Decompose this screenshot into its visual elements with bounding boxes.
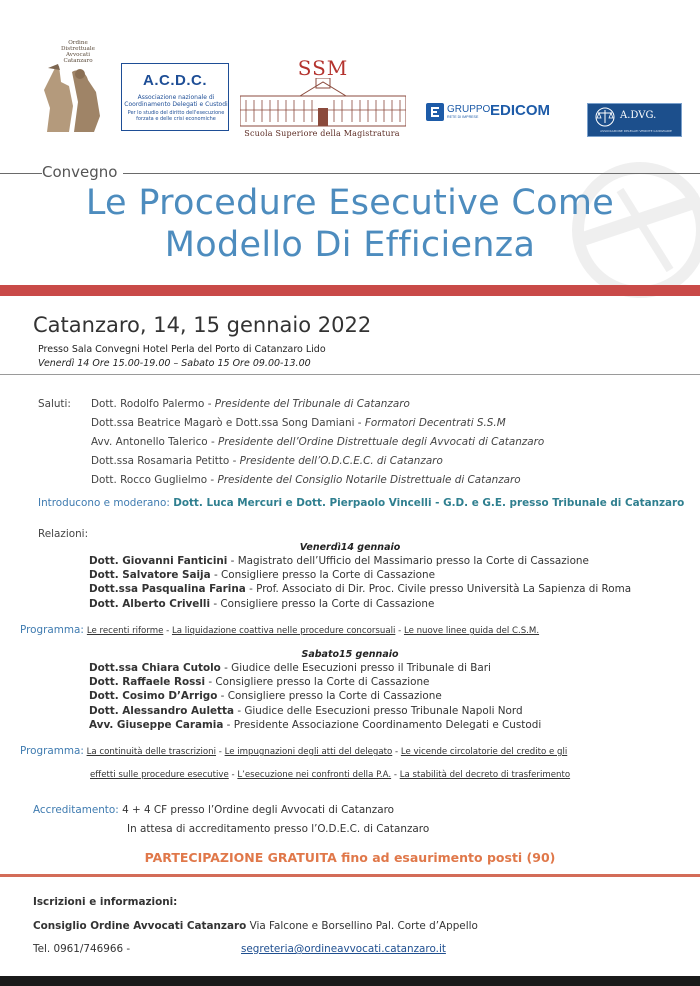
scales-of-justice-icon — [594, 107, 616, 127]
statue-figures-icon — [42, 62, 108, 134]
day1-heading: Venerdì14 gennaio — [299, 542, 401, 553]
advg-logo — [587, 103, 682, 137]
speaker-name: Dott.ssa Chiara Cutolo — [89, 662, 221, 674]
ssm-logo-subtitle: Scuola Superiore della Magistratura — [244, 129, 400, 138]
topic-sep: - — [395, 626, 404, 636]
speaker-name: Dott. Cosimo D’Arrigo — [89, 690, 218, 703]
ssm-logo-title: SSM — [297, 56, 349, 80]
topic: Le recenti riforme — [86, 626, 164, 636]
topic-sep: - — [163, 626, 172, 636]
edicom-logo — [426, 102, 566, 122]
edicom-name: EDICOM — [490, 102, 550, 119]
edicom-rete: RETE DI IMPRESE — [447, 115, 479, 119]
accreditamento-row — [33, 804, 394, 816]
speaker-name: Dott. Salvatore Saija — [89, 569, 211, 582]
page-title — [0, 182, 700, 266]
accreditamento-line1: 4 + 4 CF presso l’Ordine degli Avvocati di Catanzaro — [122, 804, 394, 816]
day1-speakers — [89, 555, 631, 612]
separator: - — [354, 417, 365, 429]
acdc-subtitle: Associazione nazionale di Coordinamento Delegati e Custodi — [124, 94, 228, 108]
moderano-text: Dott. Luca Mercuri e Dott. Pierpaolo Vincelli - G.D. e G.E. presso Tribunale di Catanzaro — [173, 497, 685, 509]
speaker-row — [89, 583, 631, 597]
day2-programma-line1 — [20, 745, 567, 757]
speaker-name: Dott. Giovanni Fanticini — [89, 555, 228, 567]
title-line-2: Modello Di Efficienza — [164, 225, 536, 265]
day2-programma-line2 — [90, 770, 570, 780]
relazioni-label: Relazioni: — [38, 528, 89, 540]
accreditamento-line2: In attesa di accreditamento presso l’O.D.E.C. di Catanzaro — [127, 823, 430, 835]
day2-speakers — [89, 662, 541, 733]
ssm-building-icon — [240, 78, 406, 128]
event-time: Venerdì 14 Ore 15.00-19.00 – Sabato 15 Ore 09.00-13.00 — [38, 358, 311, 369]
person-name: Avv. Antonello Talerico — [91, 436, 208, 448]
saluti-label: Saluti: — [38, 398, 71, 410]
saluti-row — [91, 398, 544, 417]
odc-line: Avvocati — [65, 52, 90, 58]
red-divider — [0, 285, 700, 296]
moderano-row — [38, 497, 684, 509]
topic: effetti sulle procedure esecutive — [90, 770, 229, 780]
odc-line: Distrettuale — [61, 46, 95, 52]
odc-line: Catanzaro — [63, 58, 93, 64]
edicom-gruppo: GRUPPO — [447, 104, 491, 115]
person-name: Dott. Rodolfo Palermo — [91, 398, 205, 410]
speaker-role: - Consigliere presso la Corte di Cassazione — [217, 690, 442, 703]
speaker-row — [89, 569, 631, 583]
separator: - — [229, 455, 240, 467]
speaker-row — [89, 719, 541, 733]
topic: Le vicende circolatorie del credito e gli — [400, 747, 568, 757]
info-tel: Tel. 0961/746966 - — [33, 943, 131, 955]
info-address: Via Falcone e Borsellino Pal. Corte d’Appello — [246, 920, 478, 932]
speaker-role: - Consigliere presso la Corte di Cassazione — [210, 569, 436, 582]
event-venue: Presso Sala Convegni Hotel Perla del Porto di Catanzaro Lido — [38, 344, 326, 355]
topic: La continuità delle trascrizioni — [86, 747, 217, 757]
person-role: Formatori Decentrati S.S.M — [364, 417, 506, 429]
odc-logo — [40, 36, 110, 136]
speaker-role: - Giudice delle Esecuzioni presso il Tribunale di Bari — [220, 662, 491, 674]
speaker-row — [89, 676, 541, 690]
title-line-1: Le Procedure Esecutive Come — [85, 183, 615, 223]
topic: Le impugnazioni degli atti del delegato — [224, 747, 393, 757]
programma-label: Programma: — [20, 745, 84, 757]
speaker-name: Dott. Raffaele Rossi — [89, 676, 206, 689]
footer-rule — [0, 874, 700, 877]
person-role: Presidente del Tribunale di Catanzaro — [214, 398, 410, 410]
info-org: Consiglio Ordine Avvocati Catanzaro — [33, 920, 247, 932]
topic-sep: - — [392, 747, 401, 757]
acdc-tagline: Per lo studio del diritto dell'esecuzione forzata e delle crisi economiche — [127, 110, 225, 122]
programma-label: Programma: — [20, 624, 84, 636]
odc-line: Ordine — [68, 40, 88, 46]
person-name: Dott.ssa Rosamaria Petitto — [91, 455, 230, 467]
person-role: Presidente dell’Ordine Distrettuale degli Avvocati di Catanzaro — [218, 436, 545, 448]
person-role: Presidente dell’O.D.C.E.C. di Catanzaro — [239, 455, 443, 467]
speaker-role: - Giudice delle Esecuzioni presso Tribunale Napoli Nord — [234, 704, 523, 717]
person-role: Presidente del Consiglio Notarile Distrettuale di Catanzaro — [217, 474, 521, 486]
day2-heading: Sabato15 gennaio — [301, 649, 399, 660]
topic: La liquidazione coattiva nelle procedure concorsuali — [171, 626, 396, 636]
info-address-row — [33, 920, 478, 932]
moderano-label: Introducono e moderano: — [38, 497, 170, 509]
separator: - — [204, 398, 215, 410]
acdc-title: A.C.D.C. — [143, 72, 207, 89]
saluti-list — [91, 398, 544, 493]
advg-subtitle: ASSOCIAZIONE DELEGATI VENDITE GIUDIZIARIE — [600, 129, 672, 133]
date-rule — [0, 374, 700, 375]
speaker-row — [89, 555, 631, 569]
event-date: Catanzaro, 14, 15 gennaio 2022 — [33, 313, 372, 337]
speaker-row — [89, 598, 631, 612]
speaker-role: - Prof. Associato di Dir. Proc. Civile presso Università La Sapienza di Roma — [245, 583, 632, 596]
info-heading: Iscrizioni e informazioni: — [33, 896, 178, 908]
topic-sep: - — [228, 770, 238, 780]
speaker-row — [89, 690, 541, 704]
accreditamento-label: Accreditamento: — [33, 804, 119, 816]
speaker-row — [89, 705, 541, 719]
speaker-name: Dott.ssa Pasqualina Farina — [89, 583, 246, 596]
acdc-logo — [121, 63, 229, 131]
speaker-role: - Consigliere presso la Corte di Cassazione — [205, 676, 430, 689]
person-name: Dott. Rocco Guglielmo — [91, 474, 208, 486]
topic-sep: - — [216, 747, 225, 757]
topic-sep: - — [391, 770, 400, 780]
odc-logo-text — [48, 40, 108, 64]
edicom-mark-icon — [426, 103, 444, 121]
separator: - — [207, 436, 218, 448]
info-email-link[interactable]: segreteria@ordineavvocati.catanzaro.it — [241, 943, 446, 955]
separator: - — [207, 474, 218, 486]
bottom-bar — [0, 976, 700, 986]
speaker-role: - Magistrato dell’Ufficio del Massimario presso la Corte di Cassazione — [227, 555, 589, 567]
topic: La stabilità del decreto di trasferimento — [399, 770, 571, 780]
saluti-row — [91, 417, 544, 436]
person-name: Dott.ssa Beatrice Magarò e Dott.ssa Song Damiani — [91, 417, 355, 429]
saluti-row — [91, 455, 544, 474]
speaker-role: - Consigliere presso la Corte di Cassazione — [210, 597, 435, 610]
topic: Le nuove linee guida del C.S.M. — [403, 626, 540, 636]
free-participation-banner: PARTECIPAZIONE GRATUITA fino ad esaurimento posti (90) — [144, 850, 556, 865]
speaker-name: Dott. Alberto Crivelli — [89, 597, 211, 610]
saluti-row — [91, 474, 544, 493]
speaker-row — [89, 662, 541, 676]
speaker-name: Avv. Giuseppe Caramia — [89, 718, 224, 731]
convegno-label: Convegno — [42, 163, 123, 181]
advg-title: A.DVG. — [620, 110, 657, 121]
topic: L’esecuzione nei confronti della P.A. — [237, 770, 392, 780]
day1-programma — [20, 624, 539, 636]
saluti-row — [91, 436, 544, 455]
speaker-role: - Presidente Associazione Coordinamento Delegati e Custodi — [223, 718, 542, 731]
speaker-name: Dott. Alessandro Auletta — [89, 704, 235, 717]
